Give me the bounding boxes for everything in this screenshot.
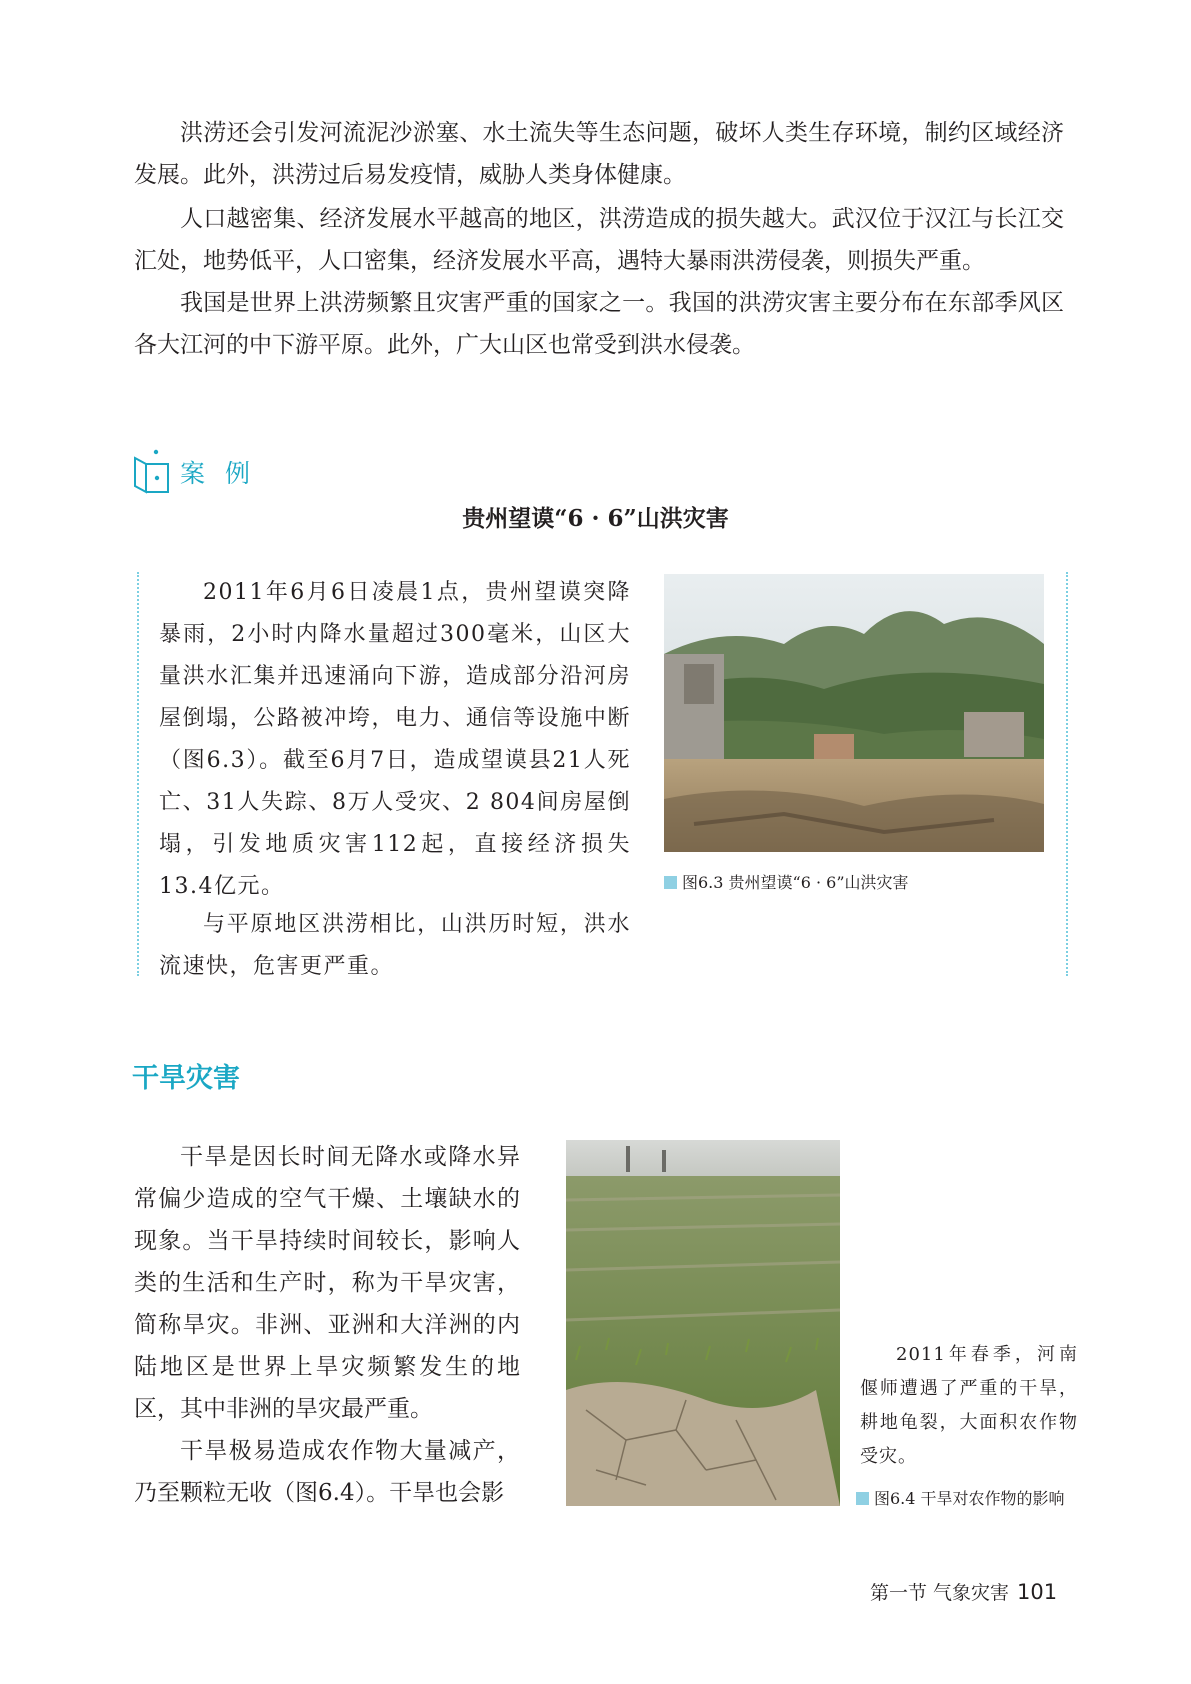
drought-text-block (134, 1136, 520, 1514)
body-paragraph-2: 人口越密集、经济发展水平越高的地区，洪涝造成的损失越大。武汉位于汉江与长江交汇处，地势低平，人口密集，经济发展水平高，遇特大暴雨洪涝侵袭，则损失严重。 (134, 206, 1064, 274)
body-paragraph-1: 洪涝还会引发河流泥沙淤塞、水土流失等生态问题，破坏人类生存环境，制约区域经济发展。此外，洪涝过后易发疫情，威胁人类身体健康。 (134, 120, 1064, 188)
page-footer (870, 1578, 1057, 1605)
case-title: 贵州望谟“6 · 6”山洪灾害 (462, 505, 729, 532)
figure-6-4-caption (856, 1486, 1065, 1509)
section-heading-drought: 干旱灾害 (132, 1063, 240, 1094)
case-paragraph-2: 与平原地区洪涝相比，山洪历时短，洪水流速快，危害更严重。 (159, 912, 631, 979)
drought-field-photo (566, 1140, 840, 1506)
caption-marker-icon (664, 876, 677, 889)
drought-paragraph-1: 干旱是因长时间无降水或降水异常偏少造成的空气干燥、土壤缺水的现象。当干旱持续时间较长，影响人类的生活和生产时，称为干旱灾害，简称旱灾。非洲、亚洲和大洋洲的内陆地区是世界上旱灾频繁发生的地区，其中非洲的旱灾最严重。 (134, 1144, 520, 1422)
flood-photo (664, 574, 1044, 852)
case-book-icon (132, 448, 172, 494)
footer-section-title: 第一节 气象灾害 (870, 1582, 1010, 1604)
case-paragraph-1: 2011年6月6日凌晨1点，贵州望谟突降暴雨，2小时内降水量超过300毫米，山区大量洪水汇集并迅速涌向下游，造成部分沿河房屋倒塌，公路被冲垮，电力、通信等设施中断（图6.3）。截至6月7日，造成望谟县21人死亡、31人失踪、8万人受灾、2 804间房屋倒塌，引发地质灾害112起，直接经济损失13.4亿元。 (159, 580, 631, 899)
page-number: 101 (1017, 1580, 1058, 1604)
figure-6-3-caption-text: 图6.3 贵州望谟“6 · 6”山洪灾害 (682, 873, 909, 892)
figure-6-4-note: 2011年春季，河南偃师遭遇了严重的干旱，耕地龟裂，大面积农作物受灾。 (860, 1344, 1078, 1467)
case-label: 案 例 (180, 459, 256, 488)
drought-paragraph-2: 干旱极易造成农作物大量减产，乃至颗粒无收（图6.4）。干旱也会影 (134, 1438, 520, 1506)
figure-6-3-caption (664, 870, 909, 893)
body-paragraph-3: 我国是世界上洪涝频繁且灾害严重的国家之一。我国的洪涝灾害主要分布在东部季风区各大江河的中下游平原。此外，广大山区也常受到洪水侵袭。 (134, 290, 1064, 358)
figure-6-4-caption-text: 图6.4 干旱对农作物的影响 (874, 1489, 1065, 1508)
caption-marker-icon (856, 1492, 869, 1505)
